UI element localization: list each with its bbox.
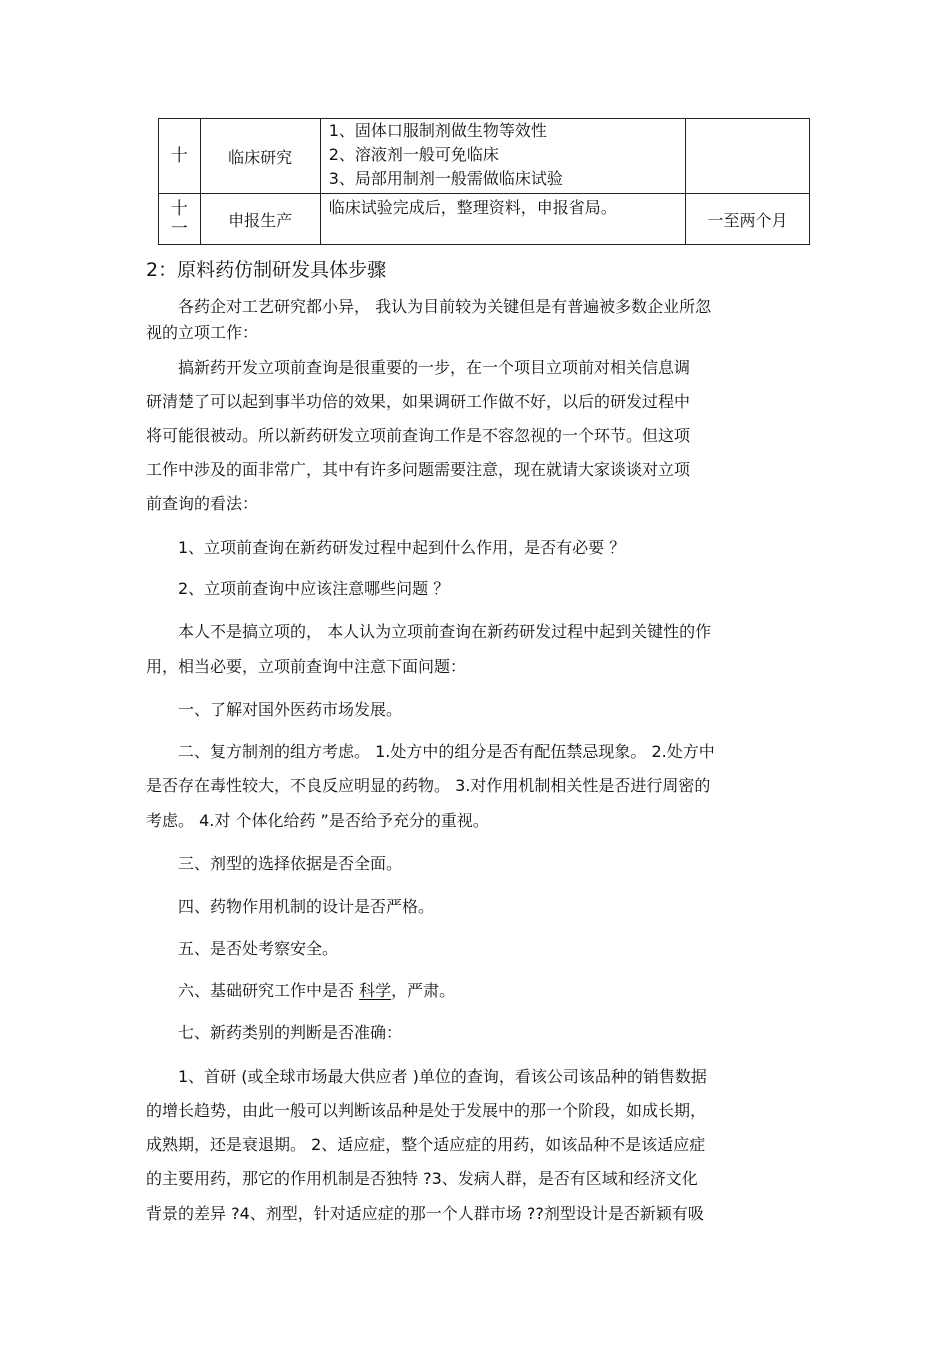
content-line: 1、固体口服制剂做生物等效性 <box>328 121 547 140</box>
list-item: 七、新药类别的判断是否准确： <box>178 1023 403 1042</box>
step-number: 十 一 <box>159 194 201 245</box>
step-duration: 一至两个月 <box>685 194 809 245</box>
list-item: 四、药物作用机制的设计是否严格。 <box>178 897 435 916</box>
step-name: 申报生产 <box>200 194 320 245</box>
content-line: 3、局部用制剂一般需做临床试验 <box>328 169 563 188</box>
step-content <box>320 119 685 194</box>
question-line: 2、立项前查询中应该注意哪些问题 ？ <box>178 579 450 598</box>
step-duration <box>685 119 809 194</box>
paragraph-line: 工作中涉及的面非常广，其中有许多问题需要注意，现在就请大家谈谈对立项 <box>146 460 691 479</box>
paragraph-line: 研清楚了可以起到事半功倍的效果，如果调研工作做不好，以后的研发过程中 <box>146 392 691 411</box>
step-content <box>320 194 685 245</box>
content-line: 2、溶液剂一般可免临床 <box>328 145 499 164</box>
underlined-word: 科学 <box>359 981 392 1000</box>
paragraph-line: 将可能很被动。所以新药研发立项前查询工作是不容忽视的一个环节。但这项 <box>146 426 691 445</box>
paragraph-line: 1、首研 (或全球市场最大供应者 )单位的查询，看该公司该品种的销售数据 <box>178 1067 707 1086</box>
list-item: 五、是否处考察安全。 <box>178 939 339 958</box>
paragraph-line: 视的立项工作： <box>146 323 259 342</box>
list-item: 六、基础研究工作中是否 科学，严肃。 <box>178 981 456 1000</box>
list-item: 三、剂型的选择依据是否全面。 <box>178 854 403 873</box>
paragraph-line: 各药企对工艺研究都小异， 我认为目前较为关键但是有普遍被多数企业所忽 <box>178 297 712 316</box>
paragraph-line: 前查询的看法： <box>146 494 259 513</box>
paragraph-line: 考虑。 4.对 个体化给药 ”是否给予充分的重视。 <box>146 811 489 830</box>
paragraph-line: 背景的差异 ?4、剂型，针对适应症的那一个人群市场 ??剂型设计是否新颖有吸 <box>146 1204 704 1223</box>
list-item: 二、复方制剂的组方考虑。 1.处方中的组分是否有配伍禁忌现象。 2.处方中 <box>178 742 715 761</box>
step-name: 临床研究 <box>200 119 320 194</box>
paragraph-line: 搞新药开发立项前查询是很重要的一步，在一个项目立项前对相关信息调 <box>178 358 691 377</box>
paragraph-line: 的增长趋势，由此一般可以判断该品种是处于发展中的那一个阶段，如成长期， <box>146 1101 707 1120</box>
section-heading: 2：原料药仿制研发具体步骤 <box>146 259 387 281</box>
steps-table <box>158 118 810 245</box>
question-line: 1、立项前查询在新药研发过程中起到什么作用，是否有必要 ？ <box>178 538 626 557</box>
table-row <box>159 119 810 194</box>
table-row <box>159 194 810 245</box>
list-item: 一、了解对国外医药市场发展。 <box>178 700 403 719</box>
paragraph-line: 的主要用药，那它的作用机制是否独特 ?3、发病人群，是否有区域和经济文化 <box>146 1169 698 1188</box>
content-line: 临床试验完成后，整理资料，申报省局。 <box>328 198 617 217</box>
paragraph-line: 本人不是搞立项的， 本人认为立项前查询在新药研发过程中起到关键性的作 <box>178 622 712 641</box>
paragraph-line: 是否存在毒性较大，不良反应明显的药物。 3.对作用机制相关性是否进行周密的 <box>146 776 711 795</box>
paragraph-line: 用，相当必要，立项前查询中注意下面问题： <box>146 657 467 676</box>
paragraph-line: 成熟期，还是衰退期。 2、适应症，整个适应症的用药，如该品种不是该适应症 <box>146 1135 706 1154</box>
step-number: 十 <box>159 119 201 194</box>
